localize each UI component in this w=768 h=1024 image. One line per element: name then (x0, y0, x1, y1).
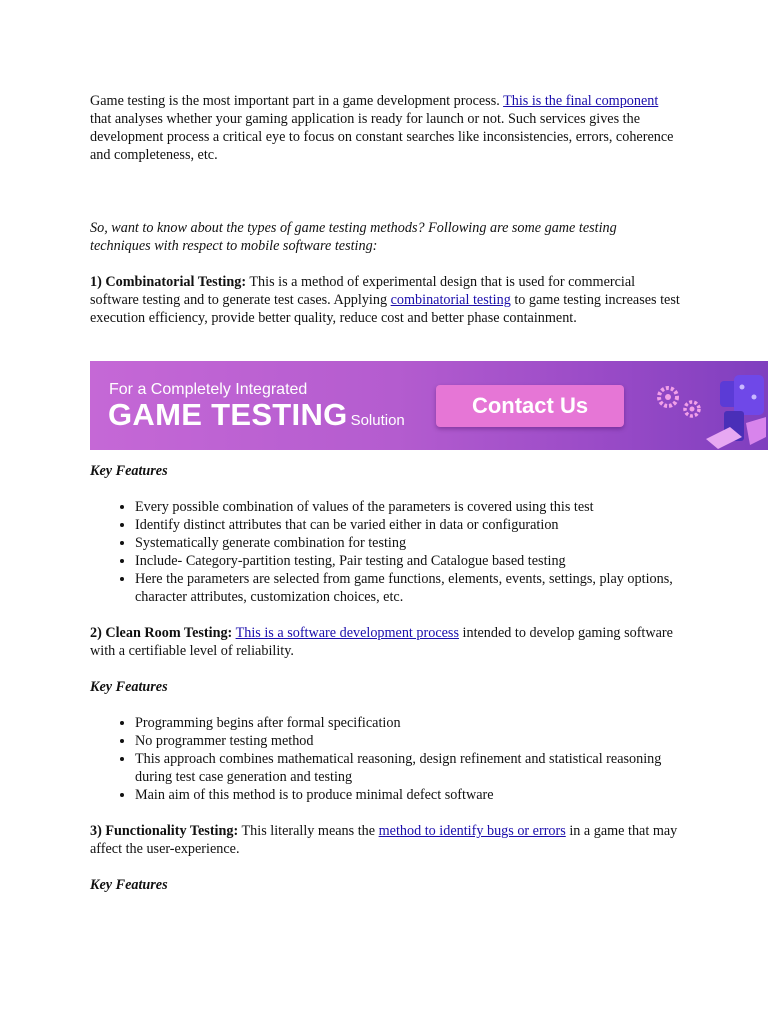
banner-title-text: GAME TESTING (108, 397, 348, 432)
identify-bugs-link[interactable]: method to identify bugs or errors (378, 823, 566, 839)
banner-subtitle: For a Completely Integrated (109, 381, 308, 398)
list-item: • Systematically generate combination for testing (135, 534, 680, 552)
section-text: This literally means the (238, 823, 379, 839)
final-component-link[interactable]: This is the final component (503, 93, 659, 109)
combinatorial-testing-link[interactable]: combinatorial testing (390, 292, 511, 308)
key-features-label: Key Features (90, 463, 168, 479)
section-clean-room (90, 624, 680, 660)
document-body (90, 92, 680, 894)
feature-list (90, 714, 680, 804)
banner-title-suffix: Solution (350, 412, 405, 429)
gears-and-dice-icon (650, 367, 768, 450)
key-features-label: Key Features (90, 877, 168, 893)
feature-list (90, 498, 680, 606)
section-text-cont: intended to develop gaming software with a certifiable level of reliability. (90, 625, 673, 659)
list-item: • Programming begins after formal specification (135, 714, 680, 732)
list-item: • Identify distinct attributes that can be varied either in data or configuration (135, 516, 680, 534)
lead-paragraph: So, want to know about the types of game testing methods? Following are some game testing techniques with respect to mobile software testing: (90, 220, 617, 254)
intro-text-cont: that analyses whether your gaming application is ready for launch or not. Such services gives the development process a critical eye to focus on constant searches like inconsistencies, errors, coherence and completeness, etc. (90, 111, 674, 163)
software-development-process-link[interactable]: This is a software development process (235, 625, 459, 641)
intro-text: Game testing is the most important part in a game development process. (90, 93, 504, 109)
section-text: This is a method of experimental design that is used for commercial software testing and to generate test cases. Applying (90, 274, 636, 308)
section-heading: 2) Clean Room Testing: (90, 625, 233, 641)
banner-title (108, 397, 405, 433)
list-item: • No programmer testing method (135, 732, 680, 750)
section-heading: 3) Functionality Testing: (90, 823, 239, 839)
section-heading: 1) Combinatorial Testing: (90, 274, 247, 290)
contact-us-button[interactable]: Contact Us (436, 385, 624, 427)
list-item: • Include- Category-partition testing, Pair testing and Catalogue based testing (135, 552, 680, 570)
section-text-cont: to game testing increases test execution efficiency, provide better quality, reduce cost and better phase containment. (90, 292, 680, 326)
list-item: • Here the parameters are selected from game functions, elements, events, settings, play options, character attributes, customization choices, etc. (135, 570, 680, 606)
list-item: • Main aim of this method is to produce minimal defect software (135, 786, 680, 804)
game-testing-banner[interactable] (90, 361, 768, 450)
list-item: • This approach combines mathematical reasoning, design refinement and statistical reasoning during test case generation and testing (135, 750, 680, 786)
intro-paragraph (90, 92, 680, 164)
key-features-label: Key Features (90, 679, 168, 695)
section-text-cont: in a game that may affect the user-experience. (90, 823, 678, 857)
list-item: • Every possible combination of values of the parameters is covered using this test (135, 498, 680, 516)
section-functionality (90, 822, 680, 858)
section-combinatorial (90, 273, 680, 327)
